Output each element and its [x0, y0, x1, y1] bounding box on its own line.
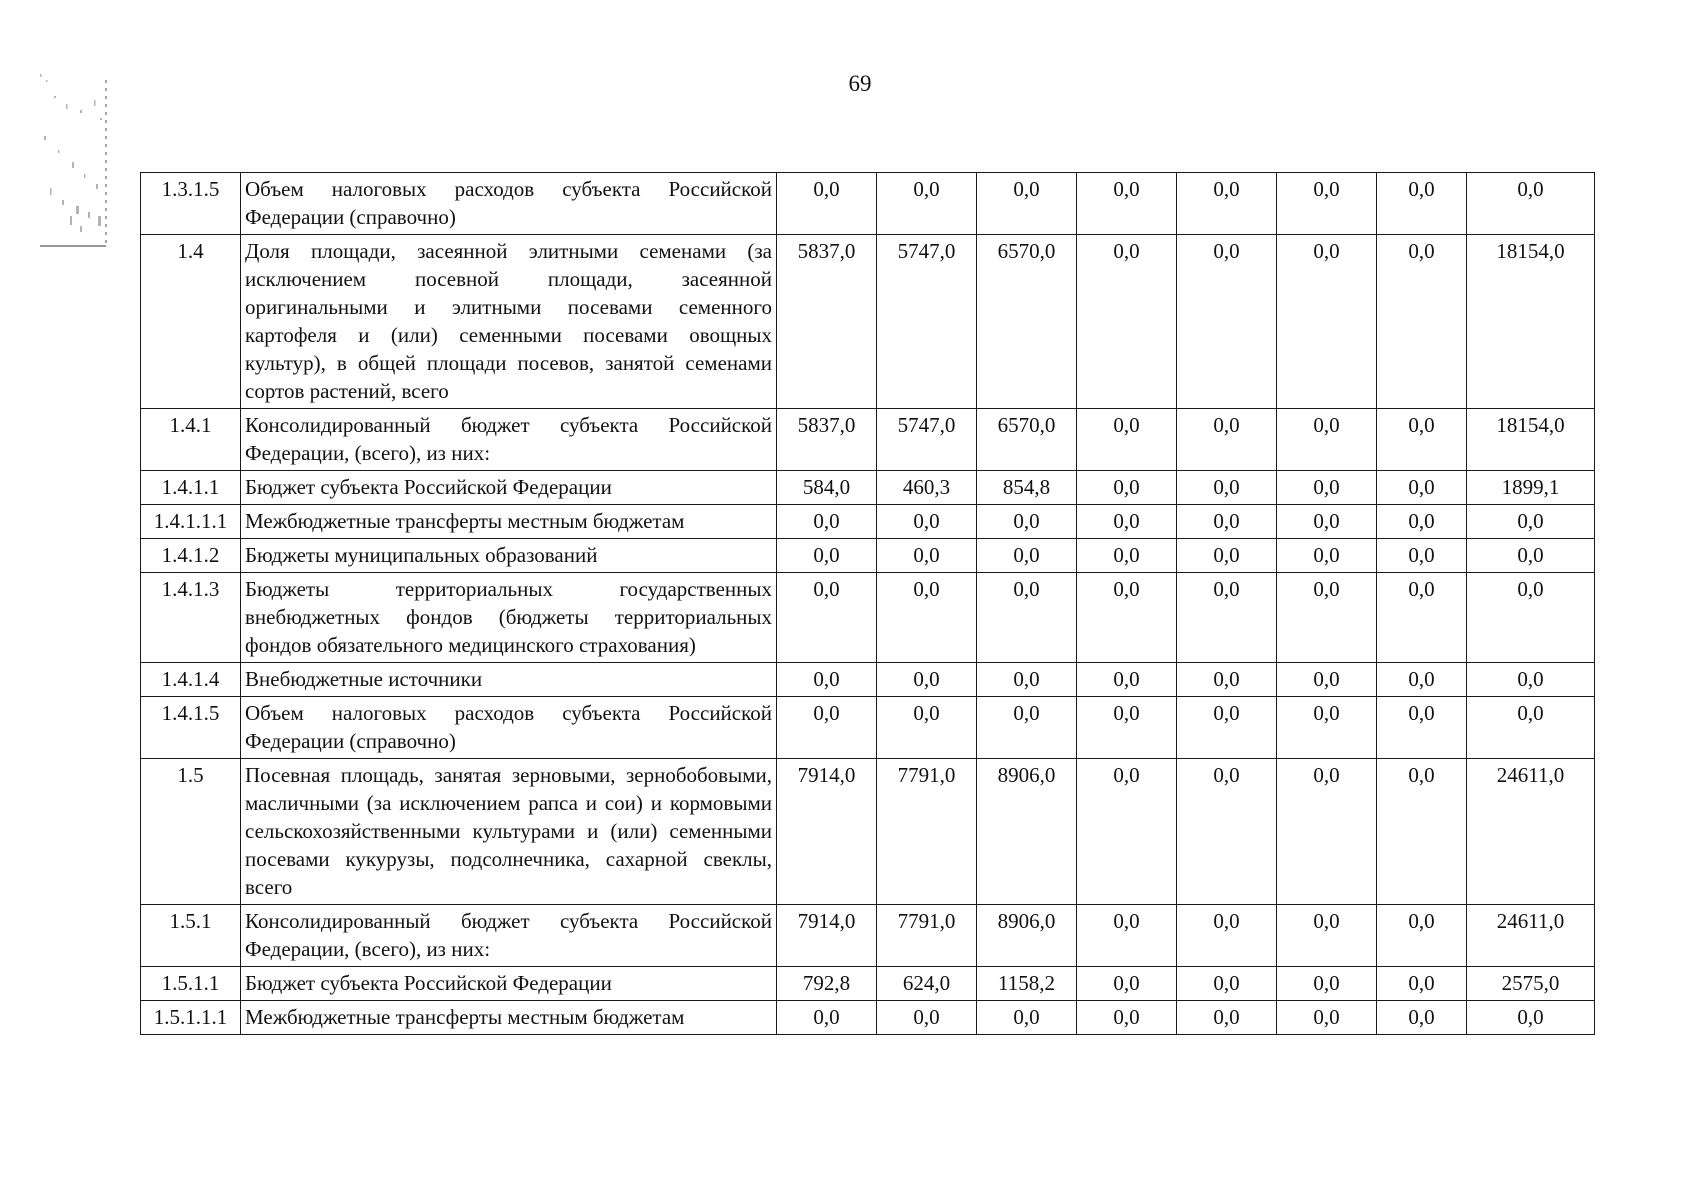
value-cell: 0,0 [1177, 173, 1277, 235]
value-cell: 0,0 [777, 173, 877, 235]
value-cell: 5747,0 [877, 409, 977, 471]
total-cell: 24611,0 [1467, 759, 1595, 905]
row-code: 1.4.1 [141, 409, 241, 471]
value-cell: 0,0 [1077, 663, 1177, 697]
table-row [141, 235, 1595, 409]
row-code: 1.5.1 [141, 905, 241, 967]
row-description: Посевная площадь, занятая зерновыми, зернобобовыми, масличными (за исключением рапса и сои) и кормовыми сельскохозяйственными культурами и (или) семенными посевами кукурузы, подсолнечника, сахарной свеклы, всего [241, 759, 777, 905]
value-cell: 0,0 [1277, 759, 1377, 905]
value-cell: 0,0 [777, 573, 877, 663]
value-cell: 0,0 [977, 663, 1077, 697]
value-cell: 0,0 [1077, 967, 1177, 1001]
table-row [141, 505, 1595, 539]
row-code: 1.4.1.3 [141, 573, 241, 663]
total-cell: 2575,0 [1467, 967, 1595, 1001]
table-row [141, 173, 1595, 235]
value-cell: 0,0 [1077, 697, 1177, 759]
row-description: Бюджеты территориальных государственных внебюджетных фондов (бюджеты территориальных фондов обязательного медицинского страхования) [241, 573, 777, 663]
value-cell: 0,0 [877, 1001, 977, 1035]
value-cell: 0,0 [1277, 1001, 1377, 1035]
value-cell: 0,0 [1077, 409, 1177, 471]
row-description: Бюджеты муниципальных образований [241, 539, 777, 573]
value-cell: 0,0 [1277, 905, 1377, 967]
table-row [141, 539, 1595, 573]
value-cell: 0,0 [1377, 471, 1467, 505]
value-cell: 1158,2 [977, 967, 1077, 1001]
total-cell: 1899,1 [1467, 471, 1595, 505]
value-cell: 0,0 [1177, 759, 1277, 905]
value-cell: 0,0 [1377, 505, 1467, 539]
value-cell: 0,0 [977, 173, 1077, 235]
value-cell: 0,0 [1277, 409, 1377, 471]
value-cell: 0,0 [1277, 471, 1377, 505]
row-code: 1.4.1.2 [141, 539, 241, 573]
value-cell: 0,0 [1177, 697, 1277, 759]
value-cell: 5747,0 [877, 235, 977, 409]
row-description: Межбюджетные трансферты местным бюджетам [241, 505, 777, 539]
value-cell: 624,0 [877, 967, 977, 1001]
value-cell: 0,0 [1177, 905, 1277, 967]
value-cell: 0,0 [1077, 539, 1177, 573]
row-code: 1.3.1.5 [141, 173, 241, 235]
row-code: 1.5.1.1 [141, 967, 241, 1001]
value-cell: 0,0 [1177, 1001, 1277, 1035]
value-cell: 0,0 [1377, 1001, 1467, 1035]
value-cell: 0,0 [1177, 471, 1277, 505]
budget-table [140, 172, 1595, 1035]
value-cell: 0,0 [1277, 173, 1377, 235]
total-cell: 0,0 [1467, 663, 1595, 697]
value-cell: 0,0 [977, 539, 1077, 573]
margin-stamp-mark [36, 66, 116, 251]
value-cell: 0,0 [877, 539, 977, 573]
value-cell: 0,0 [977, 505, 1077, 539]
row-code: 1.4.1.5 [141, 697, 241, 759]
table-row [141, 663, 1595, 697]
row-description: Объем налоговых расходов субъекта Российской Федерации (справочно) [241, 173, 777, 235]
total-cell: 18154,0 [1467, 409, 1595, 471]
value-cell: 0,0 [977, 1001, 1077, 1035]
value-cell: 0,0 [1177, 235, 1277, 409]
row-description: Внебюджетные источники [241, 663, 777, 697]
value-cell: 0,0 [1377, 235, 1467, 409]
value-cell: 0,0 [877, 173, 977, 235]
value-cell: 0,0 [1077, 905, 1177, 967]
value-cell: 0,0 [1177, 409, 1277, 471]
table-row [141, 967, 1595, 1001]
total-cell: 24611,0 [1467, 905, 1595, 967]
value-cell: 0,0 [1277, 697, 1377, 759]
total-cell: 0,0 [1467, 173, 1595, 235]
value-cell: 0,0 [777, 539, 877, 573]
total-cell: 0,0 [1467, 539, 1595, 573]
row-description: Межбюджетные трансферты местным бюджетам [241, 1001, 777, 1035]
value-cell: 0,0 [777, 697, 877, 759]
value-cell: 0,0 [1077, 505, 1177, 539]
value-cell: 0,0 [1377, 409, 1467, 471]
value-cell: 0,0 [977, 697, 1077, 759]
row-code: 1.4.1.4 [141, 663, 241, 697]
table-row [141, 573, 1595, 663]
value-cell: 8906,0 [977, 905, 1077, 967]
value-cell: 7791,0 [877, 759, 977, 905]
value-cell: 0,0 [1377, 573, 1467, 663]
value-cell: 0,0 [877, 663, 977, 697]
total-cell: 0,0 [1467, 697, 1595, 759]
total-cell: 0,0 [1467, 573, 1595, 663]
value-cell: 0,0 [1077, 471, 1177, 505]
value-cell: 0,0 [1377, 663, 1467, 697]
total-cell: 0,0 [1467, 1001, 1595, 1035]
row-description: Бюджет субъекта Российской Федерации [241, 967, 777, 1001]
value-cell: 6570,0 [977, 409, 1077, 471]
value-cell: 792,8 [777, 967, 877, 1001]
value-cell: 5837,0 [777, 409, 877, 471]
value-cell: 0,0 [877, 697, 977, 759]
value-cell: 6570,0 [977, 235, 1077, 409]
value-cell: 0,0 [1277, 967, 1377, 1001]
value-cell: 7914,0 [777, 759, 877, 905]
value-cell: 0,0 [1377, 539, 1467, 573]
table-row [141, 471, 1595, 505]
total-cell: 0,0 [1467, 505, 1595, 539]
row-description: Бюджет субъекта Российской Федерации [241, 471, 777, 505]
value-cell: 0,0 [1277, 235, 1377, 409]
table-row [141, 697, 1595, 759]
row-description: Объем налоговых расходов субъекта Российской Федерации (справочно) [241, 697, 777, 759]
table-row [141, 409, 1595, 471]
value-cell: 0,0 [1077, 759, 1177, 905]
value-cell: 584,0 [777, 471, 877, 505]
value-cell: 0,0 [1177, 967, 1277, 1001]
value-cell: 0,0 [1277, 539, 1377, 573]
value-cell: 0,0 [877, 505, 977, 539]
row-description: Доля площади, засеянной элитными семенами (за исключением посевной площади, засеянной оригинальными и элитными посевами семенного картофеля и (или) семенными посевами овощных культур), в общей площади посевов, занятой семенами сортов растений, всего [241, 235, 777, 409]
value-cell: 0,0 [1077, 573, 1177, 663]
value-cell: 0,0 [1077, 1001, 1177, 1035]
row-code: 1.5 [141, 759, 241, 905]
row-code: 1.5.1.1.1 [141, 1001, 241, 1035]
value-cell: 0,0 [777, 663, 877, 697]
value-cell: 0,0 [877, 573, 977, 663]
value-cell: 5837,0 [777, 235, 877, 409]
row-code: 1.4.1.1 [141, 471, 241, 505]
value-cell: 0,0 [1377, 173, 1467, 235]
value-cell: 0,0 [1177, 663, 1277, 697]
value-cell: 460,3 [877, 471, 977, 505]
value-cell: 8906,0 [977, 759, 1077, 905]
value-cell: 0,0 [1377, 697, 1467, 759]
value-cell: 0,0 [777, 505, 877, 539]
row-code: 1.4 [141, 235, 241, 409]
value-cell: 7914,0 [777, 905, 877, 967]
value-cell: 0,0 [1277, 573, 1377, 663]
table-row [141, 759, 1595, 905]
value-cell: 854,8 [977, 471, 1077, 505]
value-cell: 0,0 [777, 1001, 877, 1035]
value-cell: 7791,0 [877, 905, 977, 967]
value-cell: 0,0 [1377, 967, 1467, 1001]
value-cell: 0,0 [1177, 539, 1277, 573]
row-code: 1.4.1.1.1 [141, 505, 241, 539]
value-cell: 0,0 [1277, 663, 1377, 697]
total-cell: 18154,0 [1467, 235, 1595, 409]
value-cell: 0,0 [1077, 235, 1177, 409]
value-cell: 0,0 [977, 573, 1077, 663]
value-cell: 0,0 [1177, 505, 1277, 539]
value-cell: 0,0 [1377, 759, 1467, 905]
row-description: Консолидированный бюджет субъекта Российской Федерации, (всего), из них: [241, 905, 777, 967]
page-number: 69 [848, 71, 872, 96]
value-cell: 0,0 [1277, 505, 1377, 539]
table-row [141, 905, 1595, 967]
value-cell: 0,0 [1177, 573, 1277, 663]
table-row [141, 1001, 1595, 1035]
value-cell: 0,0 [1377, 905, 1467, 967]
value-cell: 0,0 [1077, 173, 1177, 235]
row-description: Консолидированный бюджет субъекта Российской Федерации, (всего), из них: [241, 409, 777, 471]
